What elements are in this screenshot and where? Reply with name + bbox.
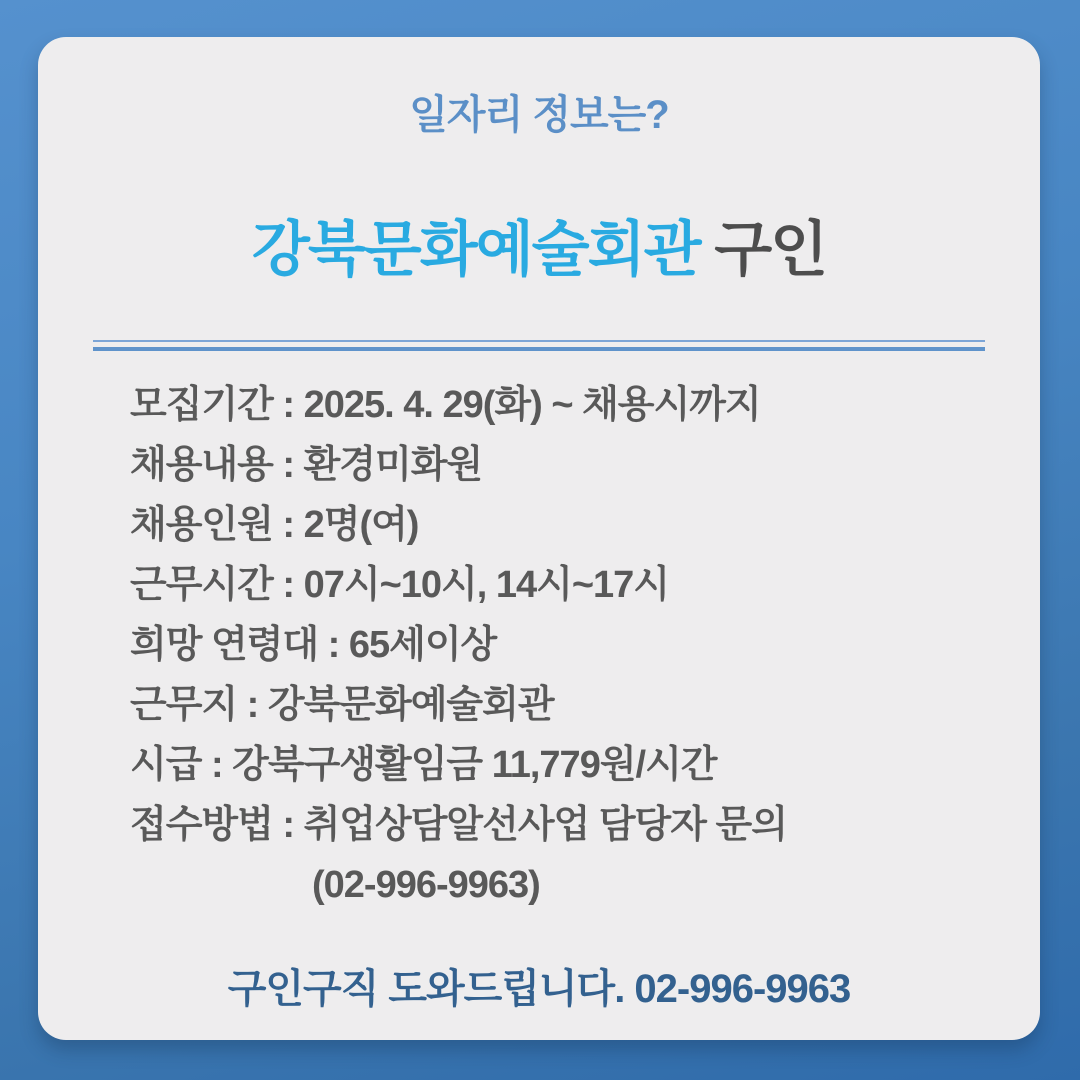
job-detail-work-hours: 근무시간 : 07시~10시, 14시~17시 <box>130 564 670 606</box>
job-notice-card <box>38 37 1040 1040</box>
job-detail-position: 채용내용 : 환경미화원 <box>130 444 483 486</box>
job-detail-hourly-wage: 시급 : 강북구생활임금 11,779원/시간 <box>130 744 717 786</box>
job-detail-workplace: 근무지 : 강북문화예술회관 <box>130 684 554 726</box>
job-detail-apply-method: 접수방법 : 취업상담알선사업 담당자 문의 <box>130 804 787 846</box>
phone-continuation-line: (02-996-9963) <box>312 864 540 906</box>
job-detail-age-range: 희망 연령대 : 65세이상 <box>130 624 497 666</box>
title-suffix: 구인 <box>699 216 827 283</box>
job-detail-recruit-period: 모집기간 : 2025. 4. 29(화) ~ 채용시까지 <box>130 384 761 426</box>
job-details-list <box>38 375 1040 915</box>
poster-subtitle: 일자리 정보는? <box>409 93 669 137</box>
footer-contact: 구인구직 도와드립니다. 02-996-9963 <box>227 967 851 1011</box>
job-detail-headcount: 채용인원 : 2명(여) <box>130 504 419 546</box>
title-venue-name: 강북문화예술회관 <box>251 216 700 283</box>
poster-title <box>38 202 1040 288</box>
double-rule-divider <box>93 340 985 351</box>
